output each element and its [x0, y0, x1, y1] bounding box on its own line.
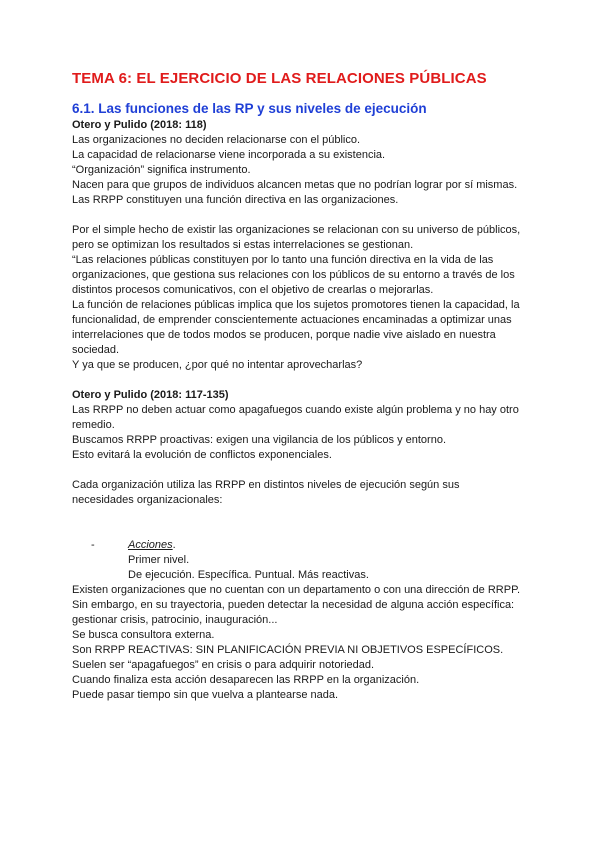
bullet-label-line: [92, 538, 540, 553]
paragraph-line: funcionalidad, de emprender conscientemente actuaciones encaminadas a optimizar unas: [72, 314, 512, 326]
section-heading: 6.1. Las funciones de las RP y sus niveles de ejecución: [72, 101, 427, 116]
paragraph-line: Las RRPP no deben actuar como apagafuegos cuando existe algún problema y no hay otro: [72, 404, 519, 416]
paragraph-line: Nacen para que grupos de individuos alcancen metas que no podrían lograr por sí mismas.: [72, 179, 518, 191]
paragraph-line: Esto evitará la evolución de conflictos exponenciales.: [72, 449, 332, 461]
paragraph-line: Se busca consultora externa.: [72, 629, 215, 641]
paragraph-line: sociedad.: [72, 344, 120, 356]
page-title: TEMA 6: EL EJERCICIO DE LAS RELACIONES PÚBLICAS: [72, 70, 487, 87]
spacer: [72, 508, 540, 523]
bullet-sub-line: Primer nivel.: [128, 554, 190, 566]
paragraph-line: Y ya que se producen, ¿por qué no intentar aprovecharlas?: [72, 359, 363, 371]
paragraph-line: Las RRPP constituyen una función directiva en las organizaciones.: [72, 194, 399, 206]
paragraph-line: remedio.: [72, 419, 115, 431]
spacer: [72, 523, 540, 538]
bullet-dash: -: [91, 539, 95, 551]
bullet-label: Acciones: [128, 539, 173, 551]
paragraph-line: necesidades organizacionales:: [72, 494, 223, 506]
paragraph-line: “Las relaciones públicas constituyen por lo tanto una función directiva en la vida de las: [72, 254, 494, 266]
spacer: [72, 373, 540, 388]
paragraph-line: organizaciones, que gestiona sus relaciones con los públicos de su entorno a través de los: [72, 269, 515, 281]
citation-author: Otero y Pulido (2018: 118): [72, 119, 207, 131]
paragraph-line: Sin embargo, en su trayectoria, pueden detectar la necesidad de alguna acción específica:: [72, 599, 515, 611]
paragraph-line: Existen organizaciones que no cuentan con un departamento o con una dirección de RRPP.: [72, 584, 521, 596]
paragraph-line: gestionar crisis, patrocinio, inauguración...: [72, 614, 278, 626]
paragraph-line: Puede pasar tiempo sin que vuelva a plantearse nada.: [72, 689, 339, 701]
citation-author: Otero y Pulido (2018: 117-135): [72, 389, 229, 401]
paragraph-line: “Organización” significa instrumento.: [72, 164, 251, 176]
paragraph-line: Son RRPP REACTIVAS: SIN PLANIFICACIÓN PREVIA NI OBJETIVOS ESPECÍFICOS.: [72, 644, 504, 656]
paragraph-line: Suelen ser “apagafuegos” en crisis o para adquirir notoriedad.: [72, 659, 375, 671]
paragraph-line: Cuando finaliza esta acción desaparecen las RRPP en la organización.: [72, 674, 420, 686]
bullet-label-suffix: .: [172, 539, 176, 551]
paragraph-line: La capacidad de relacionarse viene incorporada a su existencia.: [72, 149, 386, 161]
paragraph-line: interrelaciones que de todos modos se producen, porque nadie vive aislado en nuestra: [72, 329, 496, 341]
paragraph-line: Buscamos RRPP proactivas: exigen una vigilancia de los públicos y entorno.: [72, 434, 446, 446]
paragraph-line: La función de relaciones públicas implica que los sujetos promotores tienen la capacidad, la: [72, 299, 520, 311]
paragraph-line: Las organizaciones no deciden relacionarse con el público.: [72, 134, 361, 146]
paragraph-line: Por el simple hecho de existir las organizaciones se relacionan con su universo de públicos,: [72, 224, 521, 236]
bullet-sub-line: De ejecución. Específica. Puntual. Más reactivas.: [128, 569, 369, 581]
spacer: [72, 208, 540, 223]
paragraph-line: distintos procesos comunicativos, con el objetivo de crearlas o mejorarlas.: [72, 284, 434, 296]
bullet-list-item: [72, 538, 540, 583]
spacer: [72, 463, 540, 478]
paragraph-line: pero se optimizan los resultados si estas interrelaciones se gestionan.: [72, 239, 414, 251]
paragraph-line: Cada organización utiliza las RRPP en distintos niveles de ejecución según sus: [72, 479, 460, 491]
